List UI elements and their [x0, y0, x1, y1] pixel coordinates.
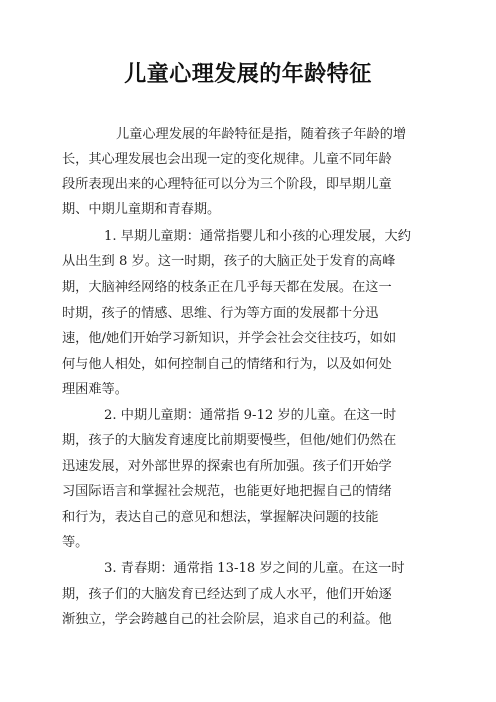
body-text-line: 儿童心理发展的年龄特征是指，随着孩子年龄的增: [116, 127, 407, 142]
body-text-line: 何与他人相处，如何控制自己的情绪和行为，以及如何处: [62, 357, 392, 372]
document-title: 儿童心理发展的年龄特征: [124, 62, 372, 87]
body-text-line: 理困难等。: [62, 382, 128, 397]
body-text-line: 段所表现出来的心理特征可以分为三个阶段，即早期儿童: [62, 177, 392, 192]
body-text-line: 迅速发展，对外部世界的探索也有所加强。孩子们开始学: [62, 459, 392, 474]
body-text-line: 速，他/她们开始学习新知识，并学会社会交往技巧，如如: [62, 331, 397, 346]
body-text-line: 期，孩子们的大脑发育已经达到了成人水平，他们开始逐: [62, 587, 392, 602]
body-text-line: 3. 青春期：通常指 13-18 岁之间的儿童。在这一时: [104, 561, 405, 576]
body-text-line: 1. 早期儿童期：通常指婴儿和小孩的心理发展，大约: [104, 229, 411, 244]
body-text-line: 期、中期儿童期和青春期。: [62, 202, 221, 217]
body-text-line: 长，其心理发展也会出现一定的变化规律。儿童不同年龄: [62, 152, 392, 167]
body-text-line: 和行为，表达自己的意见和想法，掌握解决问题的技能: [62, 510, 379, 525]
body-text-line: 期，孩子的大脑发育速度比前期要慢些，但他/她们仍然在: [62, 433, 397, 448]
body-text-line: 渐独立，学会跨越自己的社会阶层，追求自己的利益。他: [62, 612, 392, 627]
body-text-line: 时期，孩子的情感、思维、行为等方面的发展都十分迅: [62, 306, 379, 321]
body-text-line: 2. 中期儿童期：通常指 9-12 岁的儿童。在这一时: [104, 408, 397, 423]
body-text-line: 从出生到 8 岁。这一时期，孩子的大脑正处于发育的高峰: [62, 254, 396, 269]
body-text-line: 习国际语言和掌握社会规范，也能更好地把握自己的情绪: [62, 484, 392, 499]
body-text-line: 等。: [62, 535, 89, 550]
body-text-line: 期，大脑神经网络的枝条正在几乎每天都在发展。在这一: [62, 280, 392, 295]
